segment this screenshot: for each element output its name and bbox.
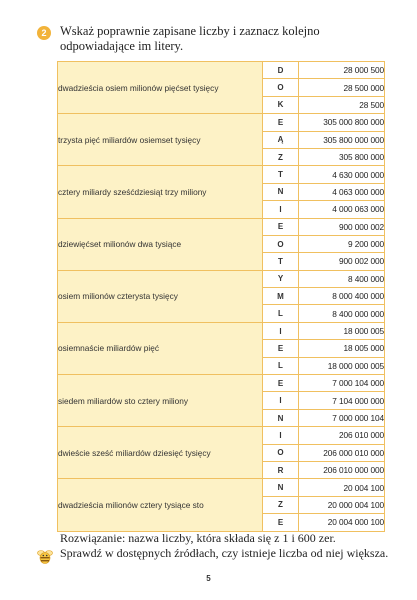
number-phrase: dwadzieścia osiem milionów pięćset tysięcy xyxy=(58,62,263,114)
solution-text xyxy=(60,531,400,561)
option-letter[interactable]: E xyxy=(263,514,299,531)
option-letter[interactable]: I xyxy=(263,201,299,218)
option-letter[interactable]: O xyxy=(263,79,299,96)
option-letter[interactable]: K xyxy=(263,96,299,113)
option-letter[interactable]: M xyxy=(263,288,299,305)
number-phrase: cztery miliardy sześćdziesiąt trzy miliony xyxy=(58,166,263,218)
option-number: 206 000 010 000 xyxy=(299,444,385,461)
option-number: 4 000 063 000 xyxy=(299,201,385,218)
option-number: 7 000 104 000 xyxy=(299,375,385,392)
option-number: 28 500 000 xyxy=(299,79,385,96)
option-letter[interactable]: N xyxy=(263,479,299,496)
option-letter[interactable]: T xyxy=(263,166,299,183)
number-phrase: siedem miliardów sto cztery miliony xyxy=(58,375,263,427)
option-letter[interactable]: Y xyxy=(263,270,299,287)
option-letter[interactable]: I xyxy=(263,427,299,444)
option-letter[interactable]: N xyxy=(263,409,299,426)
number-phrase: osiemnaście miliardów pięć xyxy=(58,322,263,374)
table-row xyxy=(58,427,385,444)
option-letter[interactable]: I xyxy=(263,392,299,409)
table-row xyxy=(58,218,385,235)
option-letter[interactable]: E xyxy=(263,340,299,357)
option-number: 305 800 000 000 xyxy=(299,131,385,148)
number-phrase: trzysta pięć miliardów osiemset tysięcy xyxy=(58,114,263,166)
option-letter[interactable]: I xyxy=(263,322,299,339)
option-letter[interactable]: R xyxy=(263,461,299,478)
option-letter[interactable]: O xyxy=(263,444,299,461)
option-number: 7 104 000 000 xyxy=(299,392,385,409)
table-row xyxy=(58,62,385,79)
option-number: 900 000 002 xyxy=(299,218,385,235)
option-number: 20 004 000 100 xyxy=(299,514,385,531)
option-letter[interactable]: O xyxy=(263,235,299,252)
option-letter[interactable]: D xyxy=(263,62,299,79)
number-phrase: dziewięćset milionów dwa tysiące xyxy=(58,218,263,270)
option-letter[interactable]: L xyxy=(263,305,299,322)
option-letter[interactable]: N xyxy=(263,183,299,200)
number-phrase: dwadzieścia milionów cztery tysiące sto xyxy=(58,479,263,531)
option-number: 305 000 800 000 xyxy=(299,114,385,131)
option-letter[interactable]: L xyxy=(263,357,299,374)
option-letter[interactable]: E xyxy=(263,375,299,392)
option-letter[interactable]: Ą xyxy=(263,131,299,148)
option-number: 18 000 000 005 xyxy=(299,357,385,374)
page-number: 5 xyxy=(206,574,211,583)
solution-line-2: Sprawdź w dostępnych źródłach, czy istnieje liczba od niej większa. xyxy=(60,546,389,560)
option-letter[interactable]: T xyxy=(263,253,299,270)
option-letter[interactable]: Z xyxy=(263,148,299,165)
option-number: 18 000 005 xyxy=(299,322,385,339)
option-number: 4 063 000 000 xyxy=(299,183,385,200)
table-row xyxy=(58,166,385,183)
table-row xyxy=(58,479,385,496)
option-letter[interactable]: E xyxy=(263,114,299,131)
option-number: 20 000 004 100 xyxy=(299,496,385,513)
option-letter[interactable]: E xyxy=(263,218,299,235)
table-row xyxy=(58,322,385,339)
task-instruction: Wskaż poprawnie zapisane liczby i zaznacz kolejno odpowiadające im litery. xyxy=(60,24,320,53)
number-phrase: dwieście sześć miliardów dziesięć tysięcy xyxy=(58,427,263,479)
number-phrase: osiem milionów czterysta tysięcy xyxy=(58,270,263,322)
option-number: 4 630 000 000 xyxy=(299,166,385,183)
option-number: 8 400 000 xyxy=(299,270,385,287)
option-number: 305 800 000 xyxy=(299,148,385,165)
table-row xyxy=(58,114,385,131)
option-number: 28 500 xyxy=(299,96,385,113)
table-row xyxy=(58,375,385,392)
option-letter[interactable]: Z xyxy=(263,496,299,513)
bee-icon xyxy=(36,547,54,565)
exercise-table xyxy=(57,61,385,532)
solution-line-1: Rozwiązanie: nazwa liczby, która składa się z 1 i 600 zer. xyxy=(60,531,336,545)
option-number: 8 000 400 000 xyxy=(299,288,385,305)
task-number-badge: 2 xyxy=(37,26,51,40)
option-number: 20 004 100 xyxy=(299,479,385,496)
option-number: 8 400 000 000 xyxy=(299,305,385,322)
option-number: 28 000 500 xyxy=(299,62,385,79)
option-number: 7 000 000 104 xyxy=(299,409,385,426)
option-number: 900 002 000 xyxy=(299,253,385,270)
table-row xyxy=(58,270,385,287)
option-number: 9 200 000 xyxy=(299,235,385,252)
option-number: 206 010 000 000 xyxy=(299,461,385,478)
option-number: 18 005 000 xyxy=(299,340,385,357)
option-number: 206 010 000 xyxy=(299,427,385,444)
